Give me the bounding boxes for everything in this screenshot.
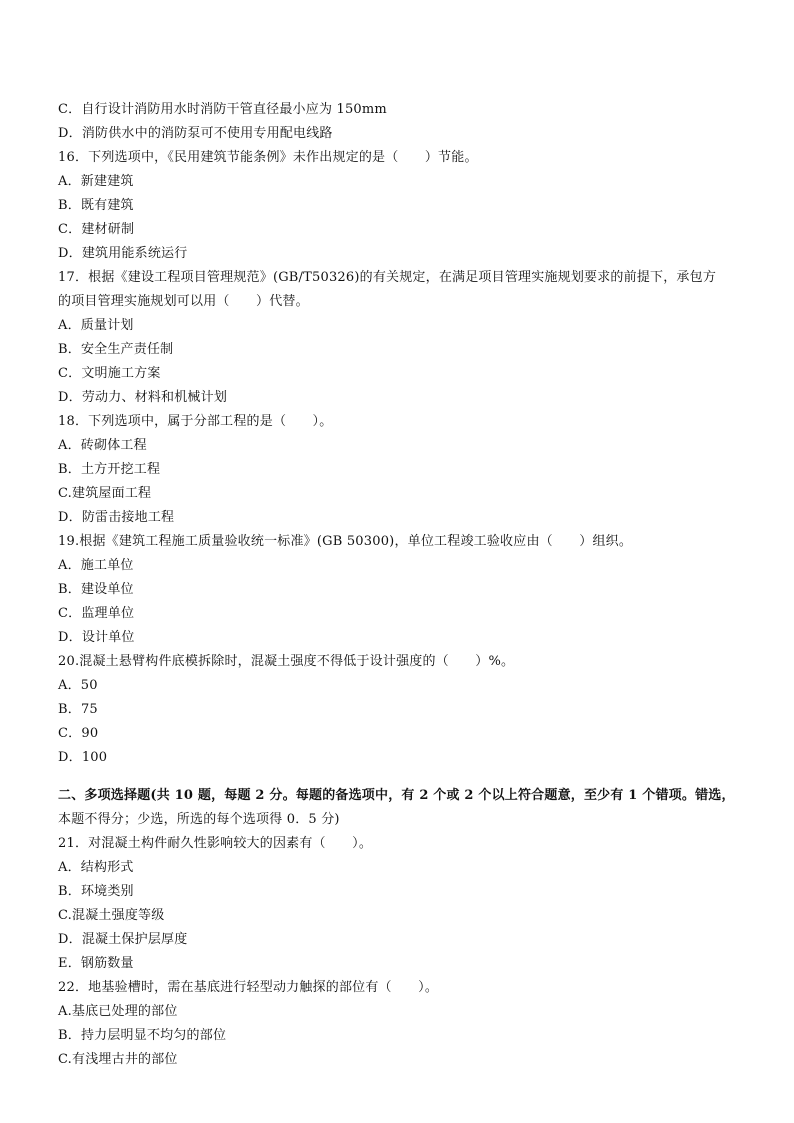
question-line: 21．对混凝土构件耐久性影响较大的因素有（ ）。 (58, 836, 373, 851)
option-line: B．土方开挖工程 (58, 462, 161, 477)
option-line: D．建筑用能系统运行 (58, 246, 188, 261)
option-line: C.建筑屋面工程 (58, 486, 152, 501)
option-line: D．防雷击接地工程 (58, 510, 175, 525)
option-line: B．安全生产责任制 (58, 342, 174, 357)
question-line: 的项目管理实施规划可以用（ ）代替。 (58, 294, 309, 309)
option-line: B．既有建筑 (58, 198, 134, 213)
option-line: B．75 (58, 702, 98, 717)
option-line: A．质量计划 (58, 318, 134, 333)
option-line: A．50 (58, 678, 98, 693)
option-line: C.混凝土强度等级 (58, 908, 165, 923)
section-heading: 二、多项选择题(共 10 题，每题 2 分。每题的备选项中，有 2 个或 2 个以上符合题意，至少有 1 个错项。错选， (58, 788, 735, 803)
question-line: 20.混凝土悬臂构件底模拆除时，混凝土强度不得低于设计强度的（ ）%。 (58, 654, 515, 669)
option-line: A．砖砌体工程 (58, 438, 147, 453)
option-line: A.基底已处理的部位 (58, 1004, 178, 1019)
option-line: D．100 (58, 750, 108, 765)
option-line: A．施工单位 (58, 558, 134, 573)
option-line: C．自行设计消防用水时消防干管直径最小应为 150mm (58, 102, 387, 117)
question-line: 22．地基验槽时，需在基底进行轻型动力触探的部位有（ ）。 (58, 980, 439, 995)
option-line: B．环境类别 (58, 884, 134, 899)
option-line: A．新建建筑 (58, 174, 134, 189)
question-line: 18．下列选项中，属于分部工程的是（ ）。 (58, 414, 333, 429)
question-line: 17．根据《建设工程项目管理规范》(GB/T50326)的有关规定，在满足项目管理实施规划要求的前提下，承包方 (58, 270, 717, 285)
option-line: B．建设单位 (58, 582, 134, 597)
option-line: E．钢筋数量 (58, 956, 134, 971)
option-line: D．消防供水中的消防泵可不使用专用配电线路 (58, 126, 333, 141)
option-line: C．文明施工方案 (58, 366, 161, 381)
option-line: C.有浅埋古井的部位 (58, 1052, 178, 1067)
option-line: A．结构形式 (58, 860, 134, 875)
option-line: D．混凝土保护层厚度 (58, 932, 188, 947)
section-heading-continued: 本题不得分；少选，所选的每个选项得 0．5 分) (58, 812, 340, 827)
option-line: B．持力层明显不均匀的部位 (58, 1028, 227, 1043)
question-line: 16．下列选项中，《民用建筑节能条例》未作出规定的是（ ）节能。 (58, 150, 478, 165)
option-line: D．设计单位 (58, 630, 135, 645)
option-line: C．90 (58, 726, 99, 741)
option-line: D．劳动力、材料和机械计划 (58, 390, 228, 405)
question-line: 19.根据《建筑工程施工质量验收统一标准》(GB 50300)，单位工程竣工验收应由（ ）组织。 (58, 534, 633, 549)
option-line: C．建材研制 (58, 222, 135, 237)
option-line: C．监理单位 (58, 606, 135, 621)
